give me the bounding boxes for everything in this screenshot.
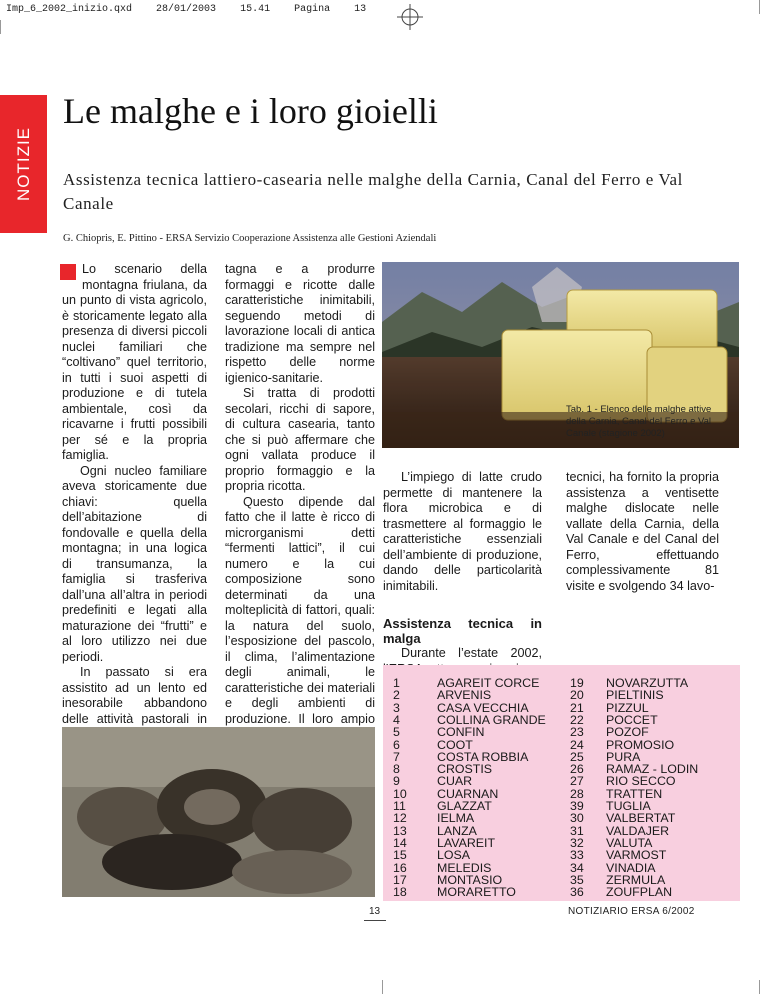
table-row-number: 26 xyxy=(570,762,584,777)
publication-name: NOTIZIARIO ERSA 6/2002 xyxy=(568,906,695,917)
table-row-number: 12 xyxy=(393,811,407,826)
crop-mark xyxy=(382,980,383,994)
table-row-number: 3 xyxy=(393,700,400,715)
table-row-number: 34 xyxy=(570,860,584,875)
paragraph: L’impiego di latte crudo permette di mantenere la flora microbica e di trasmettere al formaggio le caratteristiche essenziali dell’ambiente di produzione, dando delle particolarità inimitabili. xyxy=(383,470,542,593)
table-row-malga-name: COSTA ROBBIA xyxy=(437,749,529,764)
section-tab xyxy=(0,95,47,233)
slug-time: 15.41 xyxy=(240,4,271,15)
table-row-number: 11 xyxy=(393,799,406,813)
slug-file: Imp_6_2002_inizio.qxd xyxy=(6,4,133,15)
table-row-number: 16 xyxy=(393,860,407,875)
table-row-number: 5 xyxy=(393,725,400,740)
table-row-number: 10 xyxy=(393,786,407,801)
table-row-malga-name: ARVENIS xyxy=(437,688,492,703)
table-row-number: 28 xyxy=(570,786,584,801)
table-row-number: 33 xyxy=(570,848,584,863)
paragraph: Lo scenario della montagna friulana, da un punto di vista agricolo, è storicamente legato alla presenza di diversi piccoli nuclei familiari che “coltivano” quel territorio, in tutti i suoi aspetti di produzione e di tutela ambientale, così da ricavarne i frutti possibili per sé e la propria famiglia. xyxy=(62,262,207,462)
table-row-number: 8 xyxy=(393,762,400,777)
table-row-malga-name: CUAR xyxy=(437,774,473,789)
table-row-number: 19 xyxy=(570,676,584,690)
paragraph: Ogni nucleo familiare aveva storicamente due chiavi: quella dell’abitazione di fondovalle e quella della montagna; in una logica di transumanza, la famiglia si trasferiva dall’una all’altra in periodi predefiniti e legati alla maturazione dei “frutti” e al loro utilizzo nei due periodi. xyxy=(62,463,207,664)
table-row-number: 30 xyxy=(570,811,584,826)
table-row-malga-name: IELMA xyxy=(437,811,475,826)
table-row-malga-name: MELEDIS xyxy=(437,860,492,875)
table-row-malga-name: RIO SECCO xyxy=(606,774,676,789)
table-row-malga-name: LOSA xyxy=(437,848,471,863)
table-row-malga-name: LANZA xyxy=(437,823,477,838)
table-row-number: 20 xyxy=(570,688,584,703)
table-row-malga-name: ZOUFPLAN xyxy=(606,885,673,900)
table-row-malga-name: VALUTA xyxy=(606,835,653,850)
table-row-number: 24 xyxy=(570,737,584,752)
crop-mark xyxy=(759,0,760,14)
text-column-3 xyxy=(383,470,542,677)
table-row-number: 9 xyxy=(393,774,400,789)
paragraph: Durante l’estate 2002, xyxy=(401,646,542,660)
table-row-number: 25 xyxy=(570,749,584,764)
table-row-number: 35 xyxy=(570,872,584,887)
article-authors: G. Chiopris, E. Pittino - ERSA Servizio Cooperazione Assistenza alle Gestioni Aziendali xyxy=(63,233,437,244)
slug-date: 28/01/2003 xyxy=(156,4,217,15)
table-row-number: 6 xyxy=(393,737,400,752)
table-row-malga-name: VALDAJER xyxy=(606,823,670,838)
table-row-malga-name: CONFIN xyxy=(437,725,485,740)
table-row-malga-name: COOT xyxy=(437,737,473,752)
table-row-malga-name: TRATTEN xyxy=(606,786,663,801)
table-row-number: 13 xyxy=(393,823,407,838)
table-row-number: 39 xyxy=(570,799,584,813)
paragraph: Si tratta di prodotti secolari, ricchi di sapore, di cultura casearia, tanto che si può affermare che ogni vallata produce il proprio formaggio e la propria ricotta. xyxy=(225,386,375,493)
table-row-malga-name: PROMOSIO xyxy=(606,737,675,752)
table-row-number: 23 xyxy=(570,725,584,740)
table-row-malga-name: GLAZZAT xyxy=(437,799,492,813)
cellar-photo xyxy=(62,727,375,897)
table-row-number: 2 xyxy=(393,688,400,703)
text-column-2 xyxy=(225,262,375,805)
table-row-malga-name: NOVARZUTTA xyxy=(606,676,689,690)
article-subtitle: Assistenza tecnica lattiero-casearia nelle malghe della Carnia, Canal del Ferro e Val Canale xyxy=(63,170,683,213)
table-row-number: 17 xyxy=(393,872,407,887)
slug-pagina-label: Pagina xyxy=(294,4,331,15)
section-tab-label: NOTIZIE xyxy=(13,126,33,202)
table-row-malga-name: POZOF xyxy=(606,725,649,740)
table-row-number: 32 xyxy=(570,835,584,850)
table-row-malga-name: VARMOST xyxy=(606,848,667,863)
crop-mark xyxy=(0,20,1,34)
table-row-number: 1 xyxy=(393,676,400,690)
table-row-malga-name: AGAREIT CORCE xyxy=(437,676,540,690)
table-row-malga-name: LAVAREIT xyxy=(437,835,496,850)
table-row-number: 18 xyxy=(393,885,407,900)
drop-cap-marker xyxy=(60,264,76,280)
text-column-4 xyxy=(566,470,719,594)
table-row-malga-name: PIZZUL xyxy=(606,700,649,715)
table-row-number: 4 xyxy=(393,712,400,727)
article-title: Le malghe e i loro gioielli xyxy=(63,91,438,131)
table-row-number: 21 xyxy=(570,700,584,715)
table-row-number: 22 xyxy=(570,712,584,727)
table-row-malga-name: VINADIA xyxy=(606,860,656,875)
table-row-malga-name: VALBERTAT xyxy=(606,811,676,826)
table-row-malga-name: CROSTIS xyxy=(437,762,493,777)
cheese-cellar-image xyxy=(62,727,375,897)
table-row-number: 15 xyxy=(393,848,407,863)
table-row-malga-name: ZERMULA xyxy=(606,872,666,887)
page-number-rule xyxy=(364,920,386,921)
table-caption: Tab. 1 - Elenco delle malghe attive della Carnia, Canal del Ferro e Val Canale (stagione 2002) xyxy=(566,404,712,439)
table-row-malga-name: CASA VECCHIA xyxy=(437,700,529,715)
crop-mark xyxy=(759,980,760,994)
paragraph: In passato si era assistito ad un lento ed inesorabile abbandono delle attività pastorali in xyxy=(62,665,207,726)
slug-page-num: 13 xyxy=(354,4,367,15)
table-row-malga-name: COLLINA GRANDE xyxy=(437,712,546,727)
table-row-malga-name: MONTASIO xyxy=(437,872,503,887)
table-row-malga-name: TUGLIA xyxy=(606,799,651,813)
table-row-malga-name: POCCET xyxy=(606,712,658,727)
table-row-number: 14 xyxy=(393,835,407,850)
table-row-malga-name: PIELTINIS xyxy=(606,688,664,703)
section-heading: Assistenza tecnica in malga xyxy=(383,616,542,646)
table-row-number: 27 xyxy=(570,774,584,789)
paragraph: tecnici, ha fornito la propria assistenza a ventisette malghe dislocate nelle vallate della Carnia, della Val Canale e del Canal del Ferro, effettuando complessivamente 81 visite e svolgendo 34 lavo- xyxy=(566,470,719,593)
table-row-malga-name: PURA xyxy=(606,749,641,764)
paragraph: Questo dipende dal fatto che il latte è ricco di microrganismi detti “fermenti lattici”, il cui numero e la cui composizione sono determinati da una molteplicità di fattori, quali: la natura del suolo, l’esposizione del pascolo, il clima, l’alimentazione degli animali, le caratteristiche dei materiali e degli ambienti di produzione. Il loro ampio xyxy=(225,494,375,726)
malghe-table xyxy=(383,665,740,901)
table-row-number: 31 xyxy=(570,823,584,838)
paragraph: tagna e a produrre formaggi e ricotte dalle caratteristiche inimitabili, seguendo metodi di lavorazione locali di antica tradizione ma sempre nel rispetto delle norme igienico-sanitarie. xyxy=(225,262,375,385)
table-row-number: 36 xyxy=(570,885,584,900)
registration-mark-icon xyxy=(397,4,423,30)
table-row-malga-name: CUARNAN xyxy=(437,786,499,801)
table-row-malga-name: MORARETTO xyxy=(437,885,516,900)
table-row-number: 7 xyxy=(393,749,400,764)
page-number: 13 xyxy=(369,906,381,917)
file-slug xyxy=(6,4,366,15)
table-row-malga-name: RAMAZ - LODIN xyxy=(606,762,699,777)
